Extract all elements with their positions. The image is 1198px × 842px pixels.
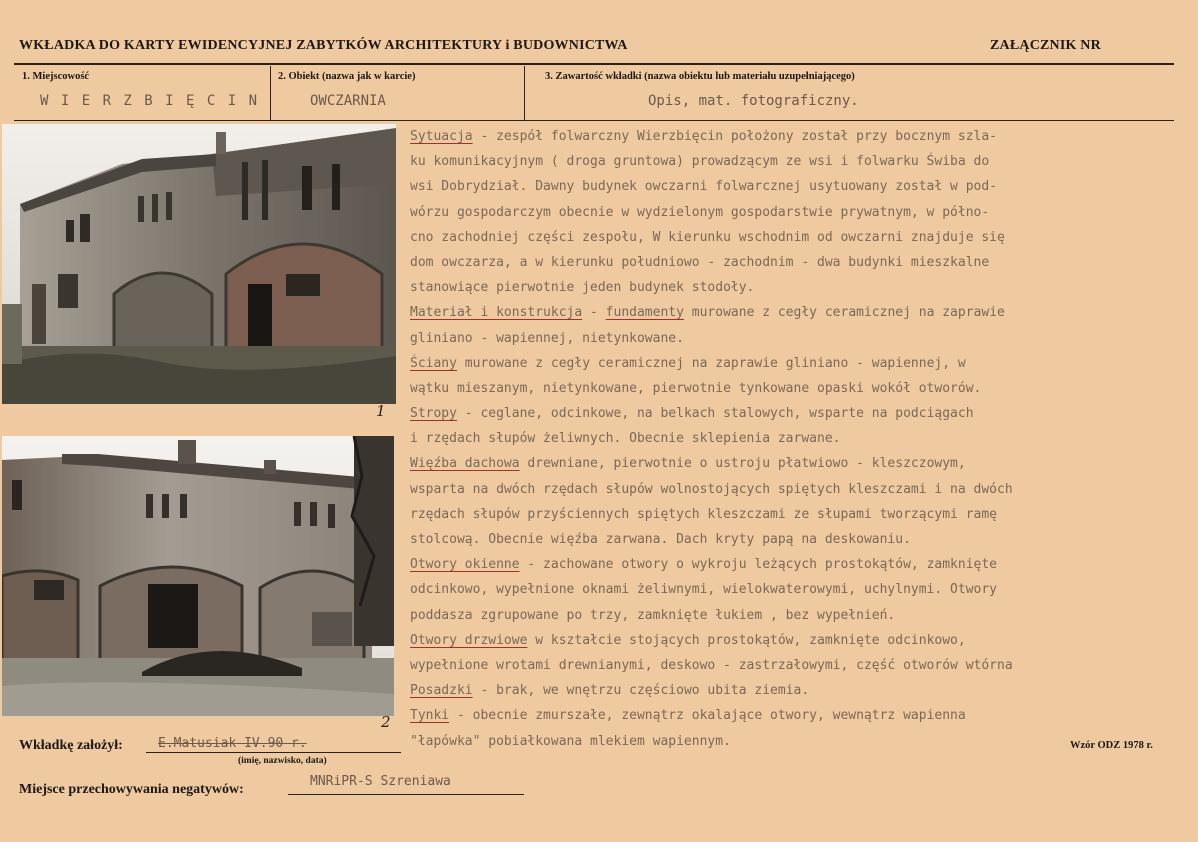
photo-1: [2, 124, 396, 404]
photo-2-building-image: [2, 436, 394, 716]
section-heading: Stropy: [410, 406, 457, 422]
description-line: [410, 451, 1195, 476]
description-text-span: gliniano - wapiennej, nietynkowane.: [410, 330, 684, 346]
description-text-span: wypełnione wrotami drewnianymi, deskowo - zastrzałowymi, część otworów wtórna: [410, 657, 1013, 673]
field-rule-bottom: [14, 120, 1174, 121]
description-line: [410, 376, 1195, 401]
description-text-span: odcinkowo, wypełnione oknami żeliwnymi, wielokwaterowymi, uchylnymi. Otwory: [410, 582, 997, 598]
description-text-span: murowane z cegły ceramicznej na zaprawie: [683, 305, 1005, 321]
storage-value: MNRiPR-S Szreniawa: [310, 774, 451, 789]
description-text-span: wórzu gospodarczym obecnie w wydzielonym gospodarstwie prywatnym, w półno-: [410, 204, 990, 220]
description-text-span: wsparta na dwóch rzędach słupów wolnostojących spiętych kleszczami i na dwóch: [410, 481, 1013, 497]
object-label: 2. Obiekt (nazwa jak w karcie): [278, 71, 416, 82]
description-line: [410, 200, 1195, 225]
section-heading: Tynki: [410, 708, 450, 724]
description-text-span: - zachowane otwory o wykroju leżących prostokątów, zamknięte: [519, 557, 998, 573]
description-line: [410, 326, 1195, 351]
description-line: [410, 628, 1195, 653]
description-line: [410, 300, 1195, 325]
description-line: [410, 678, 1195, 703]
description-text-span: dom owczarza, a w kierunku południowo - zachodnim - dwa budynki mieszkalne: [410, 254, 990, 270]
description-line: [410, 603, 1195, 628]
section-heading: Otwory okienne: [410, 557, 520, 573]
description-text-span: - brak, we wnętrzu częściowo ubita ziemia.: [472, 683, 810, 699]
storage-rule: [288, 794, 524, 795]
form-code: Wzór ODZ 1978 r.: [1070, 740, 1153, 751]
photo-2-number: 2: [381, 713, 391, 731]
storage-label: Miejsce przechowywania negatywów:: [19, 782, 244, 797]
description-text-span: poddasza zgrupowane po trzy, zamknięte łukiem , bez wypełnień.: [410, 607, 896, 623]
field-divider-1: [270, 66, 271, 120]
section-heading: Materiał i konstrukcja: [410, 305, 583, 321]
description-line: [410, 426, 1195, 451]
description-line: [410, 703, 1195, 728]
header-rule: [14, 63, 1174, 65]
content-value: Opis, mat. fotograficzny.: [648, 93, 859, 109]
section-heading: Otwory drzwiowe: [410, 632, 528, 648]
locality-value: W I E R Z B I Ę C I N: [40, 93, 260, 109]
description-line: [410, 124, 1195, 149]
section-heading: fundamenty: [605, 305, 684, 321]
prepared-by-value: E.Matusiak IV.90 r.: [158, 736, 307, 751]
description-text-span: murowane z cegły ceramicznej na zaprawie gliniano - wapiennej, w: [456, 355, 966, 371]
description-text-span: rzędach słupów przyściennych spiętych kleszczami ze słupami tworzącymi ramę: [410, 506, 997, 522]
description-text-span: wątku mieszanym, nietynkowane, pierwotnie tynkowane opaski wokół otworów.: [410, 380, 982, 396]
description-line: [410, 577, 1195, 602]
description-text-span: ku komunikacyjnym ( droga gruntowa) prowadzącym ze wsi i folwarku Świba do: [410, 154, 990, 170]
description-text-span: cno zachodniej części zespołu, W kierunku wschodnim od owczarni znajduje się: [410, 229, 1005, 245]
prepared-by-rule: [146, 752, 401, 753]
content-label: 3. Zawartość wkładki (nazwa obiektu lub materiału uzupełniającego): [545, 71, 855, 82]
description-line: [410, 174, 1195, 199]
section-heading: Posadzki: [410, 683, 473, 699]
description-line: [410, 401, 1195, 426]
photo-1-number: 1: [376, 402, 386, 420]
section-heading: Sytuacja: [410, 129, 473, 144]
description-text-span: - zespół folwarczny Wierzbięcin położony został przy bocznym szla-: [472, 129, 998, 144]
description-text-span: -: [582, 305, 606, 321]
description-line: [410, 149, 1195, 174]
description-text-span: "łapówka" pobiałkowana mlekiem wapiennym.: [410, 733, 731, 749]
description-text-span: w kształcie stojących prostokątów, zamknięte odcinkowo,: [527, 632, 966, 648]
description-line: [410, 351, 1195, 376]
description-line: [410, 250, 1195, 275]
field-divider-2: [524, 66, 525, 120]
annex-label: ZAŁĄCZNIK NR: [990, 38, 1101, 53]
description-text-span: - ceglane, odcinkowe, na belkach stalowych, wsparte na podciągach: [456, 406, 974, 422]
description-text-span: stolcową. Obecnie więźba zarwana. Dach kryty papą na deskowaniu.: [410, 532, 911, 547]
description-line: [410, 653, 1195, 678]
description-line: [410, 477, 1195, 502]
photo-1-building-image: [2, 124, 396, 404]
object-value: OWCZARNIA: [310, 93, 386, 109]
description-line: [410, 275, 1195, 300]
section-heading: Więźba dachowa: [410, 456, 520, 472]
description-line: [410, 527, 1195, 552]
description-line: [410, 552, 1195, 577]
prepared-by-hint: (imię, nazwisko, data): [238, 756, 327, 766]
prepared-by-label: Wkładkę założył:: [19, 738, 123, 753]
form-title: WKŁADKA DO KARTY EWIDENCYJNEJ ZABYTKÓW ARCHITEKTURY i BUDOWNICTWA: [19, 38, 628, 53]
description-text-span: wsi Dobrydział. Dawny budynek owczarni folwarcznej usytuowany został w pod-: [410, 179, 997, 195]
description-line: [410, 225, 1195, 250]
description-line: [410, 502, 1195, 527]
photo-2: [2, 436, 394, 716]
locality-label: 1. Miejscowość: [22, 71, 90, 82]
description-text: [410, 124, 1195, 754]
description-text-span: drewniane, pierwotnie o ustroju płatwiowo - kleszczowym,: [519, 456, 966, 472]
section-heading: Ściany: [410, 355, 457, 371]
description-text-span: stanowiące pierwotnie jeden budynek stodoły.: [410, 280, 755, 296]
description-text-span: - obecnie zmurszałe, zewnątrz okalające otwory, wewnątrz wapienna: [449, 708, 966, 724]
description-text-span: i rzędach słupów żeliwnych. Obecnie sklepienia zarwane.: [410, 431, 841, 447]
